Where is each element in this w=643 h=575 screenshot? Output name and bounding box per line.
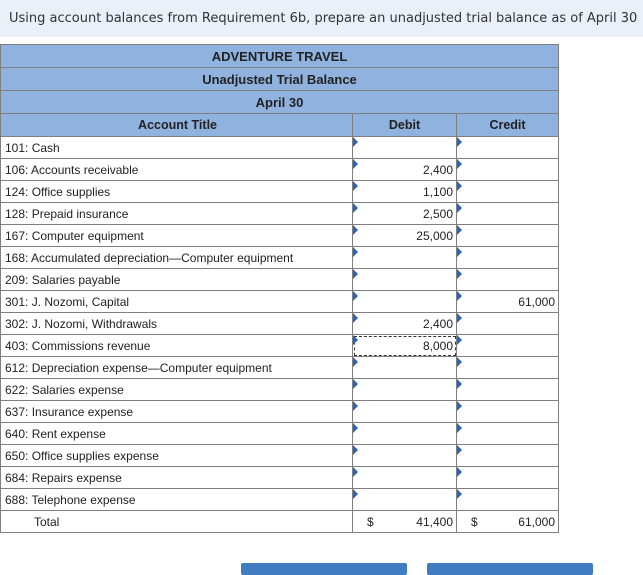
credit-input[interactable] [457, 467, 559, 489]
account-title-cell[interactable]: 124: Office supplies [1, 181, 353, 203]
credit-input[interactable] [457, 423, 559, 445]
debit-input[interactable]: 8,000 [353, 335, 457, 357]
account-title-cell[interactable]: 168: Accumulated depreciation—Computer equipment [1, 247, 353, 269]
report-title: Unadjusted Trial Balance [1, 68, 559, 91]
table-row [1, 489, 559, 511]
debit-input[interactable] [353, 269, 457, 291]
table-row [1, 379, 559, 401]
account-title-cell[interactable]: 301: J. Nozomi, Capital [1, 291, 353, 313]
credit-input[interactable] [457, 225, 559, 247]
credit-input[interactable] [457, 401, 559, 423]
debit-input[interactable] [353, 423, 457, 445]
account-title-cell[interactable]: 622: Salaries expense [1, 379, 353, 401]
trial-balance-table [0, 44, 559, 533]
table-row [1, 137, 559, 159]
credit-input[interactable] [457, 313, 559, 335]
account-title-cell[interactable]: 688: Telephone expense [1, 489, 353, 511]
account-title-cell[interactable]: 612: Depreciation expense—Computer equipment [1, 357, 353, 379]
credit-input[interactable] [457, 203, 559, 225]
table-row [1, 203, 559, 225]
debit-input[interactable]: 2,400 [353, 159, 457, 181]
credit-input[interactable] [457, 137, 559, 159]
credit-input[interactable] [457, 181, 559, 203]
account-title-header: Account Title [1, 114, 353, 137]
table-row [1, 247, 559, 269]
action-button-right[interactable] [427, 563, 593, 575]
debit-input[interactable] [353, 401, 457, 423]
total-credit-currency: $ [471, 515, 478, 529]
account-title-cell[interactable]: 209: Salaries payable [1, 269, 353, 291]
credit-input[interactable] [457, 269, 559, 291]
company-name: ADVENTURE TRAVEL [1, 45, 559, 68]
credit-input[interactable] [457, 335, 559, 357]
account-title-cell[interactable]: 167: Computer equipment [1, 225, 353, 247]
credit-input[interactable] [457, 489, 559, 511]
credit-input[interactable] [457, 247, 559, 269]
account-title-cell[interactable]: 637: Insurance expense [1, 401, 353, 423]
debit-header: Debit [353, 114, 457, 137]
table-row [1, 181, 559, 203]
total-label: Total [1, 511, 353, 533]
table-row [1, 159, 559, 181]
account-title-cell[interactable]: 403: Commissions revenue [1, 335, 353, 357]
total-debit-cell [353, 511, 457, 533]
debit-input[interactable] [353, 379, 457, 401]
account-title-cell[interactable]: 684: Repairs expense [1, 467, 353, 489]
debit-input[interactable]: 2,400 [353, 313, 457, 335]
debit-input[interactable] [353, 467, 457, 489]
credit-input[interactable] [457, 379, 559, 401]
table-row [1, 423, 559, 445]
action-button-left[interactable] [241, 563, 407, 575]
credit-header: Credit [457, 114, 559, 137]
table-row [1, 335, 559, 357]
table-row [1, 269, 559, 291]
debit-input[interactable] [353, 357, 457, 379]
credit-input[interactable] [457, 445, 559, 467]
total-row [1, 511, 559, 533]
credit-input[interactable] [457, 159, 559, 181]
debit-input[interactable]: 1,100 [353, 181, 457, 203]
debit-input[interactable]: 25,000 [353, 225, 457, 247]
debit-input[interactable]: 2,500 [353, 203, 457, 225]
instruction-text: Using account balances from Requirement 6b, prepare an unadjusted trial balance as of April 30 [0, 0, 643, 37]
account-title-cell[interactable]: 101: Cash [1, 137, 353, 159]
report-date: April 30 [1, 91, 559, 114]
debit-input[interactable] [353, 137, 457, 159]
account-title-cell[interactable]: 302: J. Nozomi, Withdrawals [1, 313, 353, 335]
account-title-cell[interactable]: 106: Accounts receivable [1, 159, 353, 181]
total-credit-cell [457, 511, 559, 533]
total-debit-value: 41,400 [416, 515, 453, 529]
debit-input[interactable] [353, 445, 457, 467]
table-row [1, 313, 559, 335]
table-row [1, 445, 559, 467]
account-title-cell[interactable]: 640: Rent expense [1, 423, 353, 445]
credit-input[interactable] [457, 357, 559, 379]
credit-input[interactable]: 61,000 [457, 291, 559, 313]
account-title-cell[interactable]: 650: Office supplies expense [1, 445, 353, 467]
table-row [1, 357, 559, 379]
table-row [1, 467, 559, 489]
debit-input[interactable] [353, 291, 457, 313]
total-credit-value: 61,000 [518, 515, 555, 529]
debit-input[interactable] [353, 489, 457, 511]
table-row [1, 225, 559, 247]
total-debit-currency: $ [367, 515, 374, 529]
table-row [1, 401, 559, 423]
account-title-cell[interactable]: 128: Prepaid insurance [1, 203, 353, 225]
table-row [1, 291, 559, 313]
debit-input[interactable] [353, 247, 457, 269]
